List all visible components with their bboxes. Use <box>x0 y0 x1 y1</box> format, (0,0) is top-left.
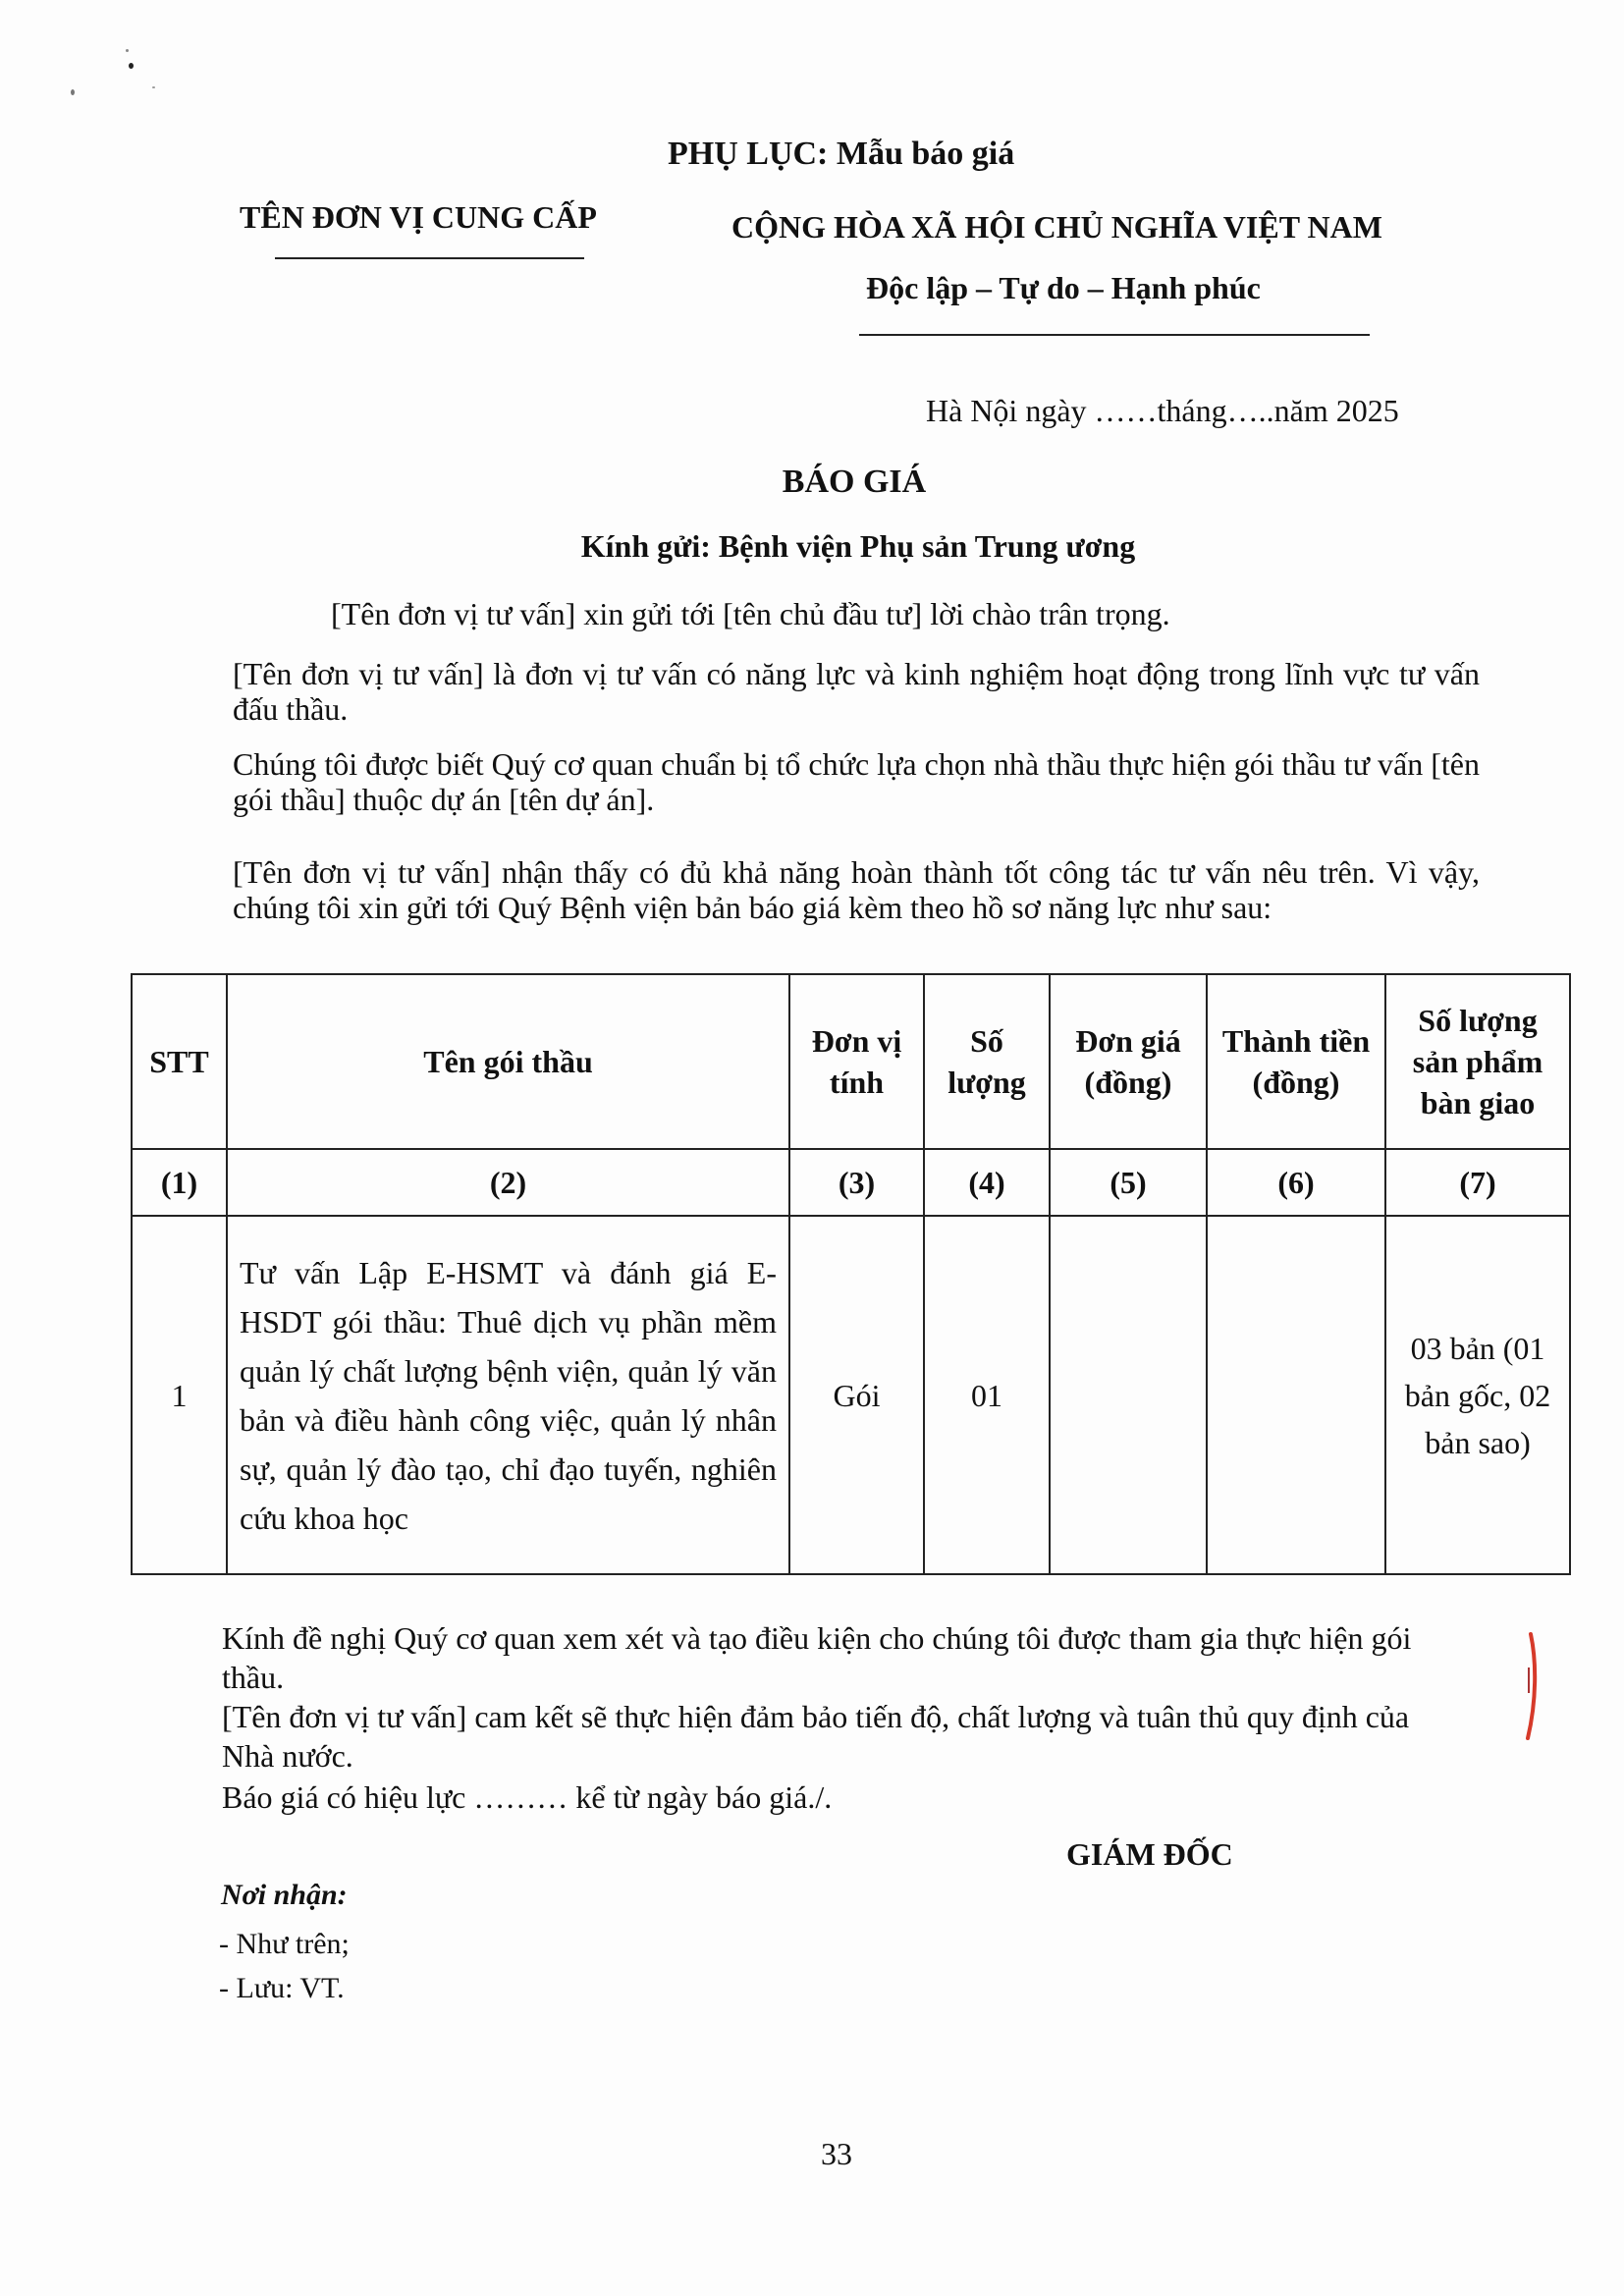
header-quantity: Số lượng <box>924 974 1050 1149</box>
paragraph-capability: [Tên đơn vị tư vấn] là đơn vị tư vấn có năng lực và kinh nghiệm hoạt động trong lĩnh vực tư vấn đấu thầu. <box>233 656 1480 727</box>
table-column-number-row <box>132 1149 1570 1216</box>
column-number: (6) <box>1207 1149 1385 1216</box>
paragraph-offer: [Tên đơn vị tư vấn] nhận thấy có đủ khả năng hoàn thành tốt công tác tư vấn nêu trên. Vì vậy, chúng tôi xin gửi tới Quý Bệnh viện bản báo giá kèm theo hồ sơ năng lực như sau: <box>233 854 1480 925</box>
scan-speck <box>71 89 75 95</box>
column-number: (4) <box>924 1149 1050 1216</box>
supplier-underline <box>275 257 584 259</box>
closing-validity: Báo giá có hiệu lực ……… kể từ ngày báo giá./. <box>222 1779 833 1815</box>
scan-speck <box>152 86 155 88</box>
cell-package-name: Tư vấn Lập E-HSMT và đánh giá E-HSDT gói thầu: Thuê dịch vụ phần mềm quản lý chất lượng bệnh viện, quản lý văn bản và điều hành công việc, quản lý nhân sự, quản lý đào tạo, chỉ đạo tuyến, nghiên cứu khoa học <box>227 1216 789 1574</box>
cell-unit-price <box>1050 1216 1207 1574</box>
header-unit: Đơn vị tính <box>789 974 924 1149</box>
paragraph-awareness: Chúng tôi được biết Quý cơ quan chuẩn bị tổ chức lựa chọn nhà thầu thực hiện gói thầu tư vấn [tên gói thầu] thuộc dự án [tên dự án]. <box>233 746 1480 817</box>
signature-title: GIÁM ĐỐC <box>1066 1836 1233 1872</box>
paragraph-greeting: [Tên đơn vị tư vấn] xin gửi tới [tên chủ đầu tư] lời chào trân trọng. <box>331 596 1170 631</box>
cell-deliverables: 03 bản (01 bản gốc, 02 bản sao) <box>1385 1216 1570 1574</box>
cell-quantity: 01 <box>924 1216 1050 1574</box>
document-title: BÁO GIÁ <box>782 464 927 500</box>
cell-total <box>1207 1216 1385 1574</box>
cell-stt: 1 <box>132 1216 227 1574</box>
column-number: (5) <box>1050 1149 1207 1216</box>
appendix-title: PHỤ LỤC: Mẫu báo giá <box>668 136 1015 172</box>
quote-table <box>131 973 1571 1575</box>
scan-speck <box>129 63 134 69</box>
closing-commitment: [Tên đơn vị tư vấn] cam kết sẽ thực hiện đảm bảo tiến độ, chất lượng và tuân thủ quy định của Nhà nước. <box>222 1699 1410 1774</box>
scan-speck <box>126 49 129 52</box>
cell-unit: Gói <box>789 1216 924 1574</box>
republic-heading: CỘNG HÒA XÃ HỘI CHỦ NGHĨA VIỆT NAM <box>731 209 1382 245</box>
recipients-label: Nơi nhận: <box>221 1879 348 1911</box>
header-stt: STT <box>132 974 227 1149</box>
column-number: (2) <box>227 1149 789 1216</box>
supplier-name: TÊN ĐƠN VỊ CUNG CẤP <box>240 199 597 235</box>
recipient-item: - Lưu: VT. <box>219 1972 345 2004</box>
national-motto: Độc lập – Tự do – Hạnh phúc <box>866 270 1261 305</box>
header-package-name: Tên gói thầu <box>227 974 789 1149</box>
column-number: (3) <box>789 1149 924 1216</box>
table-header-row <box>132 974 1570 1149</box>
red-ink-mark <box>1525 1632 1539 1740</box>
page-number: 33 <box>821 2136 852 2171</box>
recipient-line: Kính gửi: Bệnh viện Phụ sản Trung ương <box>580 528 1136 564</box>
place-date: Hà Nội ngày ……tháng…..năm 2025 <box>926 393 1399 428</box>
table-row <box>132 1216 1570 1574</box>
header-deliverables: Số lượng sản phẩm bàn giao <box>1385 974 1570 1149</box>
recipient-item: - Như trên; <box>219 1928 350 1960</box>
column-number: (1) <box>132 1149 227 1216</box>
closing-request: Kính đề nghị Quý cơ quan xem xét và tạo điều kiện cho chúng tôi được tham gia thực hiện gói thầu. <box>222 1620 1412 1695</box>
header-unit-price: Đơn giá (đồng) <box>1050 974 1207 1149</box>
header-total: Thành tiền (đồng) <box>1207 974 1385 1149</box>
column-number: (7) <box>1385 1149 1570 1216</box>
motto-underline <box>859 334 1370 336</box>
